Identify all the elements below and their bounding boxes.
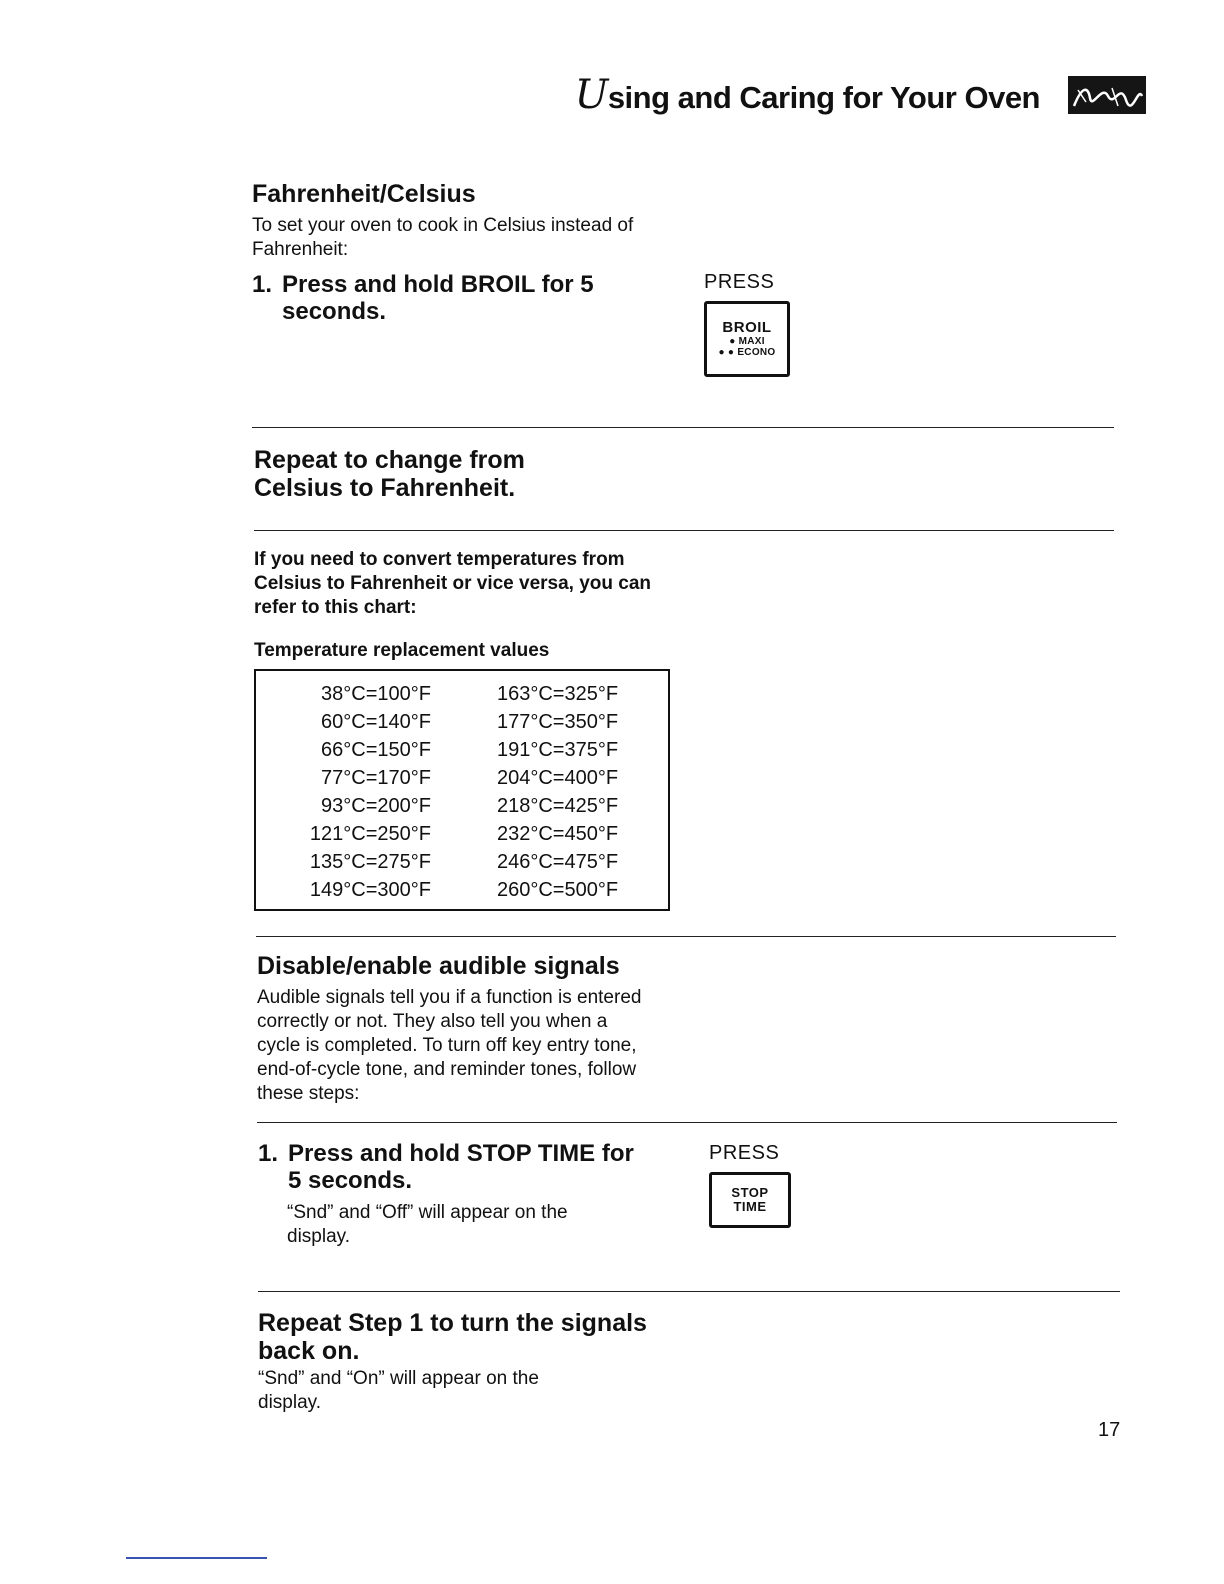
stop-time-step-number: 1. bbox=[258, 1140, 279, 1167]
table-cell-left: 38°C=100°F bbox=[321, 683, 431, 705]
press-label: PRESS bbox=[709, 1142, 780, 1164]
table-cell-left: 60°C=140°F bbox=[321, 711, 431, 733]
table-row bbox=[256, 792, 657, 820]
repeat-change-line2: Celsius to Fahrenheit. bbox=[254, 473, 516, 502]
divider bbox=[252, 427, 1114, 428]
table-cell-right: 177°C=350°F bbox=[497, 711, 619, 733]
table-row bbox=[256, 680, 657, 708]
stop-time-key-line2: TIME bbox=[733, 1199, 767, 1214]
header-title-initial: U bbox=[574, 72, 608, 118]
table-row bbox=[256, 708, 657, 736]
header-title-text: sing and Caring for Your Oven bbox=[607, 80, 1040, 115]
audible-signals-heading: Disable/enable audible signals bbox=[257, 952, 620, 980]
press-label: PRESS bbox=[704, 271, 775, 293]
table-cell-left: 121°C=250°F bbox=[309, 823, 431, 845]
table-cell-right: 232°C=450°F bbox=[497, 823, 619, 845]
table-cell-right: 260°C=500°F bbox=[497, 879, 619, 901]
divider bbox=[256, 936, 1116, 937]
fahrenheit-celsius-heading: Fahrenheit/Celsius bbox=[252, 180, 476, 208]
broil-key-econo: ● ● ECONO bbox=[718, 347, 776, 359]
table-row bbox=[256, 848, 657, 876]
broil-step bbox=[252, 271, 672, 325]
stop-time-step-line1: Press and hold STOP TIME for bbox=[288, 1140, 634, 1167]
temperature-table bbox=[254, 669, 670, 911]
convert-note-text: If you need to convert temperatures from Celsius to Fahrenheit or vice versa, you can refer to this chart: bbox=[254, 549, 652, 618]
divider bbox=[258, 1291, 1120, 1292]
divider bbox=[257, 1122, 1117, 1123]
table-cell-left: 77°C=170°F bbox=[321, 767, 431, 789]
temperature-table-grid bbox=[256, 680, 657, 904]
page-number: 17 bbox=[1098, 1419, 1121, 1441]
table-cell-right: 204°C=400°F bbox=[497, 767, 619, 789]
broil-key-label: BROIL bbox=[722, 318, 772, 336]
fahrenheit-celsius-intro: To set your oven to cook in Celsius instead of Fahrenheit: bbox=[252, 215, 634, 260]
stop-time-step-note: “Snd” and “Off” will appear on the display. bbox=[287, 1202, 568, 1247]
table-row bbox=[256, 876, 657, 904]
table-cell-left: 93°C=200°F bbox=[321, 795, 431, 817]
broil-step-line2: seconds. bbox=[282, 298, 387, 325]
section-tab-graphic-icon bbox=[1068, 76, 1146, 114]
table-cell-right: 163°C=325°F bbox=[497, 683, 619, 705]
repeat-change-heading bbox=[254, 447, 525, 502]
table-row bbox=[256, 736, 657, 764]
stop-time-key-button[interactable] bbox=[709, 1172, 791, 1228]
repeat-change-line1: Repeat to change from bbox=[254, 446, 525, 474]
stop-time-step-line2: 5 seconds. bbox=[288, 1167, 413, 1194]
broil-step-number: 1. bbox=[252, 271, 273, 298]
table-cell-left: 135°C=275°F bbox=[309, 851, 431, 873]
repeat-signals-note: “Snd” and “On” will appear on the display. bbox=[258, 1368, 539, 1413]
table-cell-right: 191°C=375°F bbox=[497, 739, 619, 761]
table-row bbox=[256, 764, 657, 792]
table-cell-right: 218°C=425°F bbox=[497, 795, 619, 817]
table-cell-left: 149°C=300°F bbox=[309, 879, 431, 901]
broil-key-maxi: ● MAXI bbox=[729, 336, 765, 348]
stop-time-step bbox=[258, 1140, 678, 1194]
table-row bbox=[256, 820, 657, 848]
stop-time-key-line1: STOP bbox=[731, 1184, 769, 1200]
divider bbox=[254, 530, 1114, 531]
broil-key-button[interactable] bbox=[704, 301, 790, 377]
audible-signals-intro: Audible signals tell you if a function is entered correctly or not. They also tell you when a cycle is completed. To turn off key entry tone, end-of-cycle tone, and reminder tones, follow these steps: bbox=[257, 987, 642, 1104]
repeat-signals-heading: Repeat Step 1 to turn the signals back on. bbox=[258, 1309, 647, 1365]
table-cell-right: 246°C=475°F bbox=[497, 851, 619, 873]
table-cell-left: 66°C=150°F bbox=[321, 739, 431, 761]
footer-line bbox=[126, 1557, 267, 1559]
page-header-title bbox=[575, 72, 1040, 118]
table-title: Temperature replacement values bbox=[254, 640, 550, 661]
broil-step-line1: Press and hold BROIL for 5 bbox=[282, 271, 594, 298]
